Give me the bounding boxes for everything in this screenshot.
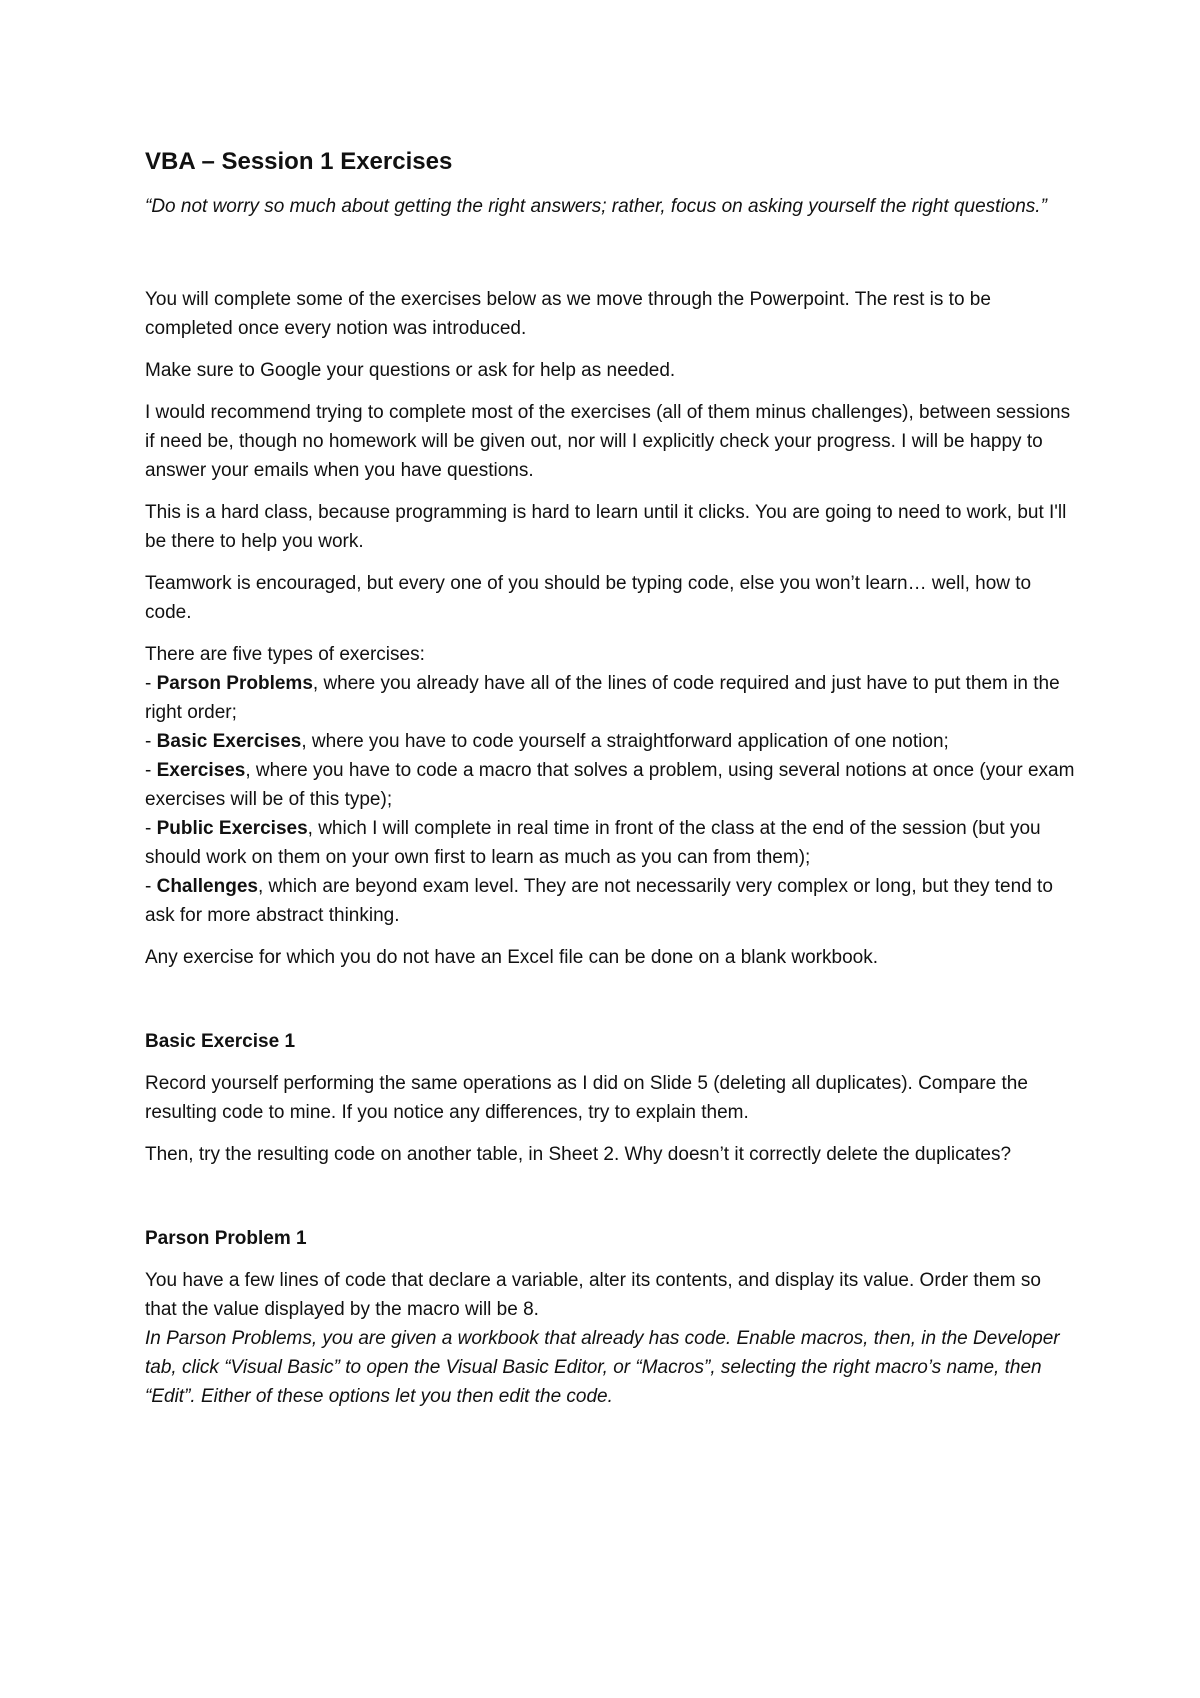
exercise-type-name: Parson Problems — [156, 673, 313, 694]
exercise-type-description: , which I will complete in real time in front of the class at the end of the session (but you should work on them on your own first to learn as much as you can from them); — [145, 818, 1041, 868]
basic-exercise-1-paragraph-2: Then, try the resulting code on another table, in Sheet 2. Why doesn’t it correctly delete the duplicates? — [145, 1144, 1012, 1165]
exercise-type-item — [145, 669, 1075, 727]
parson-problem-1-paragraph — [145, 1266, 1075, 1411]
exercise-type-item — [145, 756, 1075, 814]
document-content — [145, 146, 1075, 1424]
exercise-types-block — [145, 640, 1075, 930]
intro-paragraph-2: Make sure to Google your questions or ask for help as needed. — [145, 360, 676, 381]
item-prefix: - — [145, 818, 157, 839]
excel-note: Any exercise for which you do not have an Excel file can be done on a blank workbook. — [145, 947, 878, 968]
exercise-type-name: Exercises — [156, 760, 246, 781]
basic-exercise-1-paragraph-1: Record yourself performing the same operations as I did on Slide 5 (deleting all duplicates). Compare the resulting code to mine. If you notice any differences, try to explain them. — [145, 1073, 1028, 1123]
exercise-type-description: , where you already have all of the lines of code required and just have to put them in the right order; — [145, 673, 1060, 723]
intro-paragraph-4: This is a hard class, because programming is hard to learn until it clicks. You are going to need to work, but I'll be there to help you work. — [145, 502, 1067, 552]
document-title: VBA – Session 1 Exercises — [145, 148, 453, 175]
exercise-type-name: Challenges — [156, 876, 258, 897]
intro-paragraph-1: You will complete some of the exercises below as we move through the Powerpoint. The rest is to be completed once every notion was introduced. — [145, 289, 991, 339]
exercise-type-description: , where you have to code a macro that solves a problem, using several notions at once (your exam exercises will be of this type); — [145, 760, 1075, 810]
opening-quote: “Do not worry so much about getting the right answers; rather, focus on asking yourself the right questions.” — [145, 196, 1047, 217]
exercise-type-name: Basic Exercises — [156, 731, 302, 752]
exercise-type-description: , where you have to code yourself a straightforward application of one notion; — [301, 731, 949, 752]
exercise-type-item — [145, 814, 1075, 872]
section-spacer — [145, 985, 1075, 1027]
exercise-types-heading: There are five types of exercises: — [145, 644, 425, 665]
item-prefix: - — [145, 876, 157, 897]
parson-problem-1-instructions: You have a few lines of code that declare a variable, alter its contents, and display its value. Order them so that the value displayed by the macro will be 8. — [145, 1270, 1041, 1320]
intro-paragraph-3: I would recommend trying to complete most of the exercises (all of them minus challenges), between sessions if need be, though no homework will be given out, nor will I explicitly check your progress. I will be happy to answer your emails when you have questions. — [145, 402, 1071, 481]
intro-paragraph-5: Teamwork is encouraged, but every one of you should be typing code, else you won’t learn… well, how to code. — [145, 573, 1032, 623]
parson-problem-1-heading: Parson Problem 1 — [145, 1228, 307, 1249]
item-prefix: - — [145, 673, 157, 694]
item-prefix: - — [145, 731, 157, 752]
exercise-type-item — [145, 727, 1075, 756]
basic-exercise-1-heading: Basic Exercise 1 — [145, 1031, 296, 1052]
exercise-type-item — [145, 872, 1075, 930]
item-prefix: - — [145, 760, 157, 781]
section-spacer — [145, 1182, 1075, 1224]
parson-problem-1-italic-note: In Parson Problems, you are given a workbook that already has code. Enable macros, then, in the Developer tab, click “Visual Basic” to open the Visual Basic Editor, or “Macros”, selecting the right macro’s name, then “Edit”. Either of these options let you then edit the code. — [145, 1328, 1060, 1407]
exercise-type-name: Public Exercises — [156, 818, 308, 839]
exercise-type-description: , which are beyond exam level. They are not necessarily very complex or long, but they tend to ask for more abstract thinking. — [145, 876, 1053, 926]
